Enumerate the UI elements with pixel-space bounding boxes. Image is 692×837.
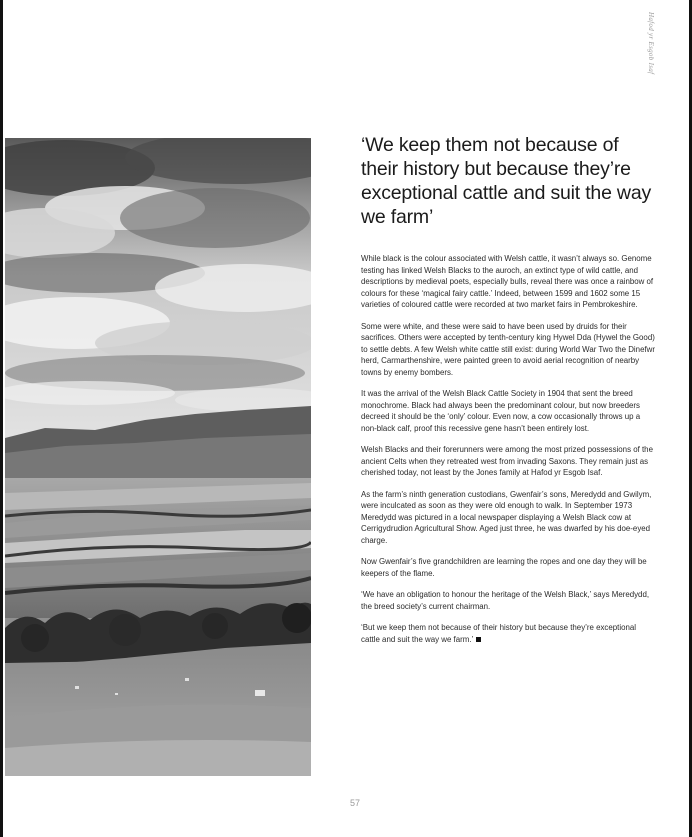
end-mark-icon [476, 637, 481, 642]
paragraph: Now Gwenfair’s five grandchildren are learning the ropes and one day they will be keepers of the flame. [361, 557, 647, 578]
paragraph: Some were white, and these were said to have been used by druids for their sacrifices. Others were accepted by tenth-century king Hywel Dda (Hywel the Good) to settle debts. A few Welsh white cattle still exist: during World War Two the Dinefwr herd, Carmarthenshire, were painted green to avoid aerial recognition of nearby towns by enemy bombers. [361, 321, 655, 377]
landscape-photo [5, 138, 311, 776]
running-head: Hafod yr Esgob Isaf [647, 12, 655, 75]
paragraph: Welsh Blacks and their forerunners were among the most prized possessions of the ancient Celts when they retreated west from invading Saxons. They remain just as cherished today, not least by the Jones family at Hafod yr Esgob Isaf. [361, 445, 653, 477]
page-number: 57 [350, 798, 361, 808]
paragraph: While black is the colour associated with Welsh cattle, it wasn’t always so. Genome testing has linked Welsh Blacks to the auroch, an extinct type of wild cattle, and descriptions by medieval poets, especially bulls, reveal there was once a rainbow of colours for these ‘magical fairy cattle.’ Indeed, between 1599 and 1602 some 15 varieties of coloured cattle were recorded at two market fairs in Pembrokeshire. [361, 254, 654, 309]
pull-quote: ‘We keep them not because of their history but because they’re exceptional cattle and suit the way we farm’ [361, 134, 652, 228]
final-paragraph [361, 622, 657, 645]
paragraph: As the farm’s ninth generation custodians, Gwenfair’s sons, Meredydd and Gwilym, were inculcated as soon as they were old enough to walk. In September 1973 Meredydd was pictured in a local newspaper displaying a Welsh Black cow at Cerrigydrudion Agricultural Show. Aged just three, he was dwarfed by his doe-eyed charge. [361, 489, 652, 545]
article-body [361, 253, 657, 645]
landscape-image [5, 138, 311, 776]
paragraph: ‘We have an obligation to honour the heritage of the Welsh Black,’ says Meredydd, the breed society’s current chairman. [361, 590, 650, 611]
paragraph: It was the arrival of the Welsh Black Cattle Society in 1904 that sent the breed monochrome. Black had always been the predominant colour, but now breeders decreed it should be the ‘only’ colour. Even now, a cow occasionally throws up a non-black calf, proof this recessive gene hasn’t been entirely lost. [361, 389, 641, 433]
article-column [361, 133, 657, 655]
paragraph-text: ‘But we keep them not because of their history but because they’re exceptional cattle and suit the way we farm.’ [361, 623, 637, 644]
